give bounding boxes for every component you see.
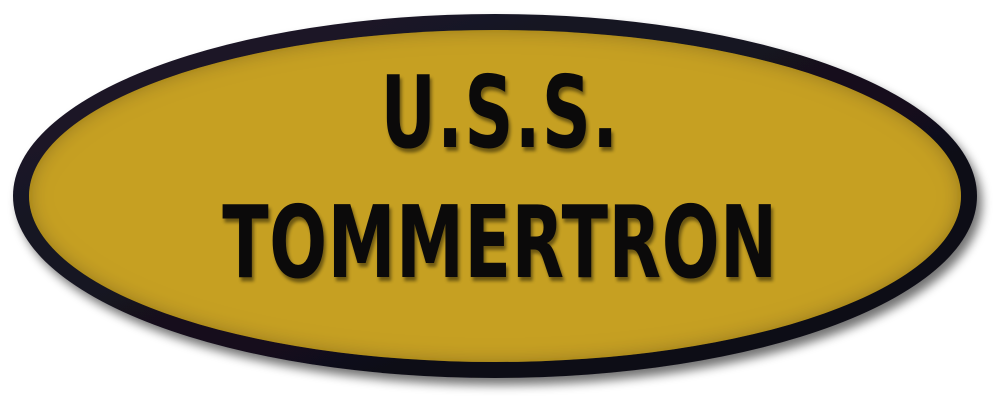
badge-line-1: U.S.S. (380, 54, 620, 171)
badge-line-2: TOMMERTRON (222, 184, 778, 301)
